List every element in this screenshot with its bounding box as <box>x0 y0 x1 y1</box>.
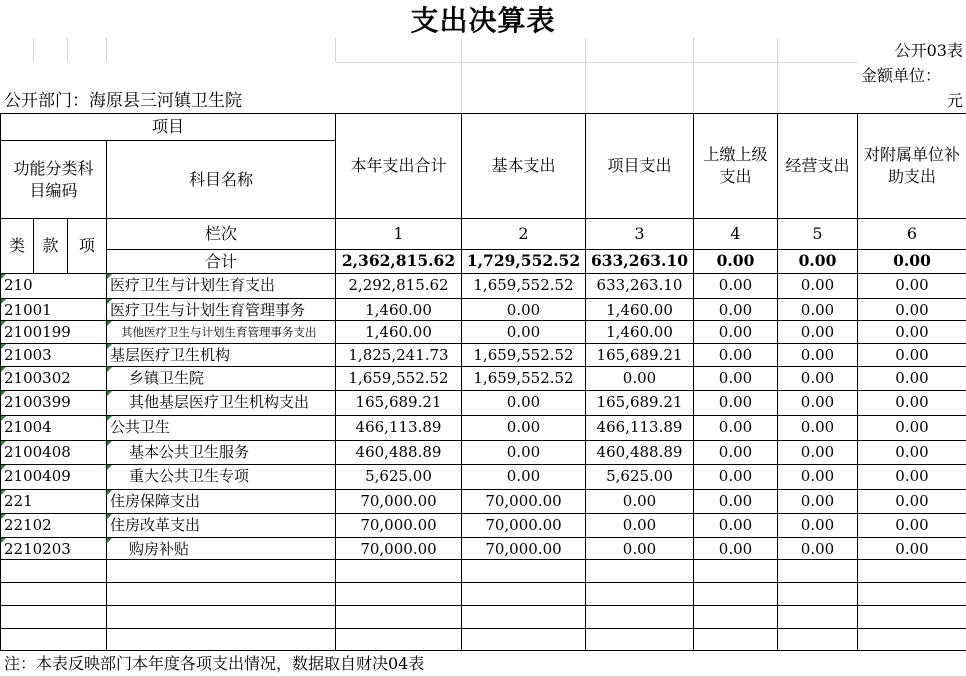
header-col-subsidy: 对附属单位补助支出 <box>857 113 966 219</box>
blank-cell <box>585 38 694 63</box>
row-code: 2100199 <box>0 320 107 344</box>
total-value: 0.00 <box>857 249 966 274</box>
empty-cell <box>693 628 778 651</box>
empty-cell <box>857 559 966 583</box>
column-number: 5 <box>777 218 858 250</box>
row-value: 0.00 <box>693 343 778 367</box>
row-value: 466,113.89 <box>335 415 462 441</box>
header-item: 项目 <box>0 113 336 141</box>
footnote: 注：本表反映部门本年度各项支出情况，数据取自财决04表 <box>0 650 966 677</box>
row-value: 1,659,552.52 <box>461 366 586 391</box>
empty-cell <box>777 628 858 651</box>
empty-cell <box>0 605 107 629</box>
row-subject-name: 其他医疗卫生与计划生育管理事务支出 <box>106 320 336 344</box>
empty-cell <box>106 559 336 583</box>
row-value: 0.00 <box>857 440 966 465</box>
row-value: 0.00 <box>857 298 966 321</box>
row-subject-name: 医疗卫生与计划生育管理事务 <box>106 298 336 321</box>
header-col-business: 经营支出 <box>777 113 858 219</box>
row-value: 0.00 <box>693 513 778 538</box>
row-value: 0.00 <box>585 537 694 560</box>
empty-cell <box>857 582 966 606</box>
row-value: 0.00 <box>857 537 966 560</box>
row-value: 0.00 <box>777 366 858 391</box>
row-value: 0.00 <box>857 464 966 490</box>
row-value: 466,113.89 <box>585 415 694 441</box>
empty-cell <box>106 605 336 629</box>
blank-cell <box>777 62 858 114</box>
empty-cell <box>585 628 694 651</box>
row-value: 2,292,815.62 <box>335 273 462 299</box>
total-value: 633,263.10 <box>585 249 694 274</box>
row-value: 0.00 <box>693 489 778 514</box>
row-subject-name: 住房改革支出 <box>106 513 336 538</box>
row-value: 0.00 <box>857 366 966 391</box>
blank-cell <box>335 62 462 114</box>
empty-cell <box>106 628 336 651</box>
row-value: 1,825,241.73 <box>335 343 462 367</box>
column-number: 2 <box>461 218 586 250</box>
empty-cell <box>585 605 694 629</box>
empty-cell <box>857 605 966 629</box>
unit-label: 金额单位： <box>857 62 966 89</box>
row-value: 1,659,552.52 <box>461 343 586 367</box>
row-value: 0.00 <box>693 415 778 441</box>
row-value: 70,000.00 <box>335 489 462 514</box>
row-value: 0.00 <box>777 440 858 465</box>
blank-cell <box>693 38 778 63</box>
row-value: 0.00 <box>693 537 778 560</box>
row-value: 0.00 <box>693 440 778 465</box>
empty-cell <box>335 559 462 583</box>
row-code: 2100408 <box>0 440 107 465</box>
row-value: 5,625.00 <box>585 464 694 490</box>
row-value: 633,263.10 <box>585 273 694 299</box>
row-code: 210 <box>0 273 107 299</box>
row-value: 1,460.00 <box>585 320 694 344</box>
row-value: 0.00 <box>777 390 858 416</box>
header-lanci: 栏次 <box>106 218 336 250</box>
row-value: 0.00 <box>857 390 966 416</box>
row-code: 2100302 <box>0 366 107 391</box>
row-value: 0.00 <box>857 273 966 299</box>
header-xiang: 项 <box>67 218 107 274</box>
row-value: 0.00 <box>693 366 778 391</box>
row-subject-name: 其他基层医疗卫生机构支出 <box>106 390 336 416</box>
row-value: 0.00 <box>461 390 586 416</box>
row-value: 0.00 <box>777 513 858 538</box>
empty-cell <box>0 559 107 583</box>
empty-cell <box>335 582 462 606</box>
total-value: 1,729,552.52 <box>461 249 586 274</box>
empty-cell <box>693 582 778 606</box>
row-value: 70,000.00 <box>335 537 462 560</box>
row-code: 21003 <box>0 343 107 367</box>
blank-cell <box>461 38 586 63</box>
empty-cell <box>777 582 858 606</box>
row-subject-name: 医疗卫生与计划生育支出 <box>106 273 336 299</box>
empty-cell <box>777 559 858 583</box>
blank-cell <box>33 38 68 63</box>
row-value: 1,460.00 <box>335 320 462 344</box>
row-value: 1,460.00 <box>585 298 694 321</box>
row-value: 0.00 <box>777 298 858 321</box>
row-code: 2100409 <box>0 464 107 490</box>
empty-cell <box>585 582 694 606</box>
row-code: 22102 <box>0 513 107 538</box>
row-value: 0.00 <box>461 298 586 321</box>
row-subject-name: 重大公共卫生专项 <box>106 464 336 490</box>
header-lei: 类 <box>0 218 34 274</box>
empty-cell <box>693 605 778 629</box>
empty-cell <box>0 582 107 606</box>
column-number: 4 <box>693 218 778 250</box>
header-kuan: 款 <box>33 218 68 274</box>
row-value: 70,000.00 <box>461 537 586 560</box>
column-number: 1 <box>335 218 462 250</box>
empty-cell <box>585 559 694 583</box>
row-value: 0.00 <box>461 464 586 490</box>
empty-cell <box>857 628 966 651</box>
total-row-label: 合计 <box>106 249 336 274</box>
row-subject-name: 购房补贴 <box>106 537 336 560</box>
blank-cell <box>585 62 694 114</box>
row-value: 460,488.89 <box>585 440 694 465</box>
empty-cell <box>335 605 462 629</box>
empty-cell <box>461 559 586 583</box>
header-col-project: 项目支出 <box>585 113 694 219</box>
blank-cell <box>335 38 462 63</box>
blank-cell <box>461 62 586 114</box>
blank-cell <box>0 38 34 63</box>
row-value: 0.00 <box>461 440 586 465</box>
row-value: 0.00 <box>777 273 858 299</box>
row-value: 165,689.21 <box>585 343 694 367</box>
row-value: 0.00 <box>857 343 966 367</box>
row-value: 165,689.21 <box>585 390 694 416</box>
row-value: 0.00 <box>857 320 966 344</box>
header-col-upper: 上缴上级支出 <box>693 113 778 219</box>
header-function-code: 功能分类科目编码 <box>0 140 107 219</box>
unit-value: 元 <box>857 88 966 114</box>
row-code: 21004 <box>0 415 107 441</box>
row-subject-name: 住房保障支出 <box>106 489 336 514</box>
row-value: 165,689.21 <box>335 390 462 416</box>
row-code: 2210203 <box>0 537 107 560</box>
row-value: 0.00 <box>777 415 858 441</box>
blank-cell <box>777 38 858 63</box>
row-value: 0.00 <box>777 489 858 514</box>
row-subject-name: 基层医疗卫生机构 <box>106 343 336 367</box>
row-value: 70,000.00 <box>461 489 586 514</box>
empty-cell <box>106 582 336 606</box>
row-subject-name: 乡镇卫生院 <box>106 366 336 391</box>
column-number: 6 <box>857 218 966 250</box>
row-value: 0.00 <box>777 537 858 560</box>
empty-cell <box>0 628 107 651</box>
row-value: 0.00 <box>857 513 966 538</box>
row-value: 0.00 <box>693 464 778 490</box>
row-code: 221 <box>0 489 107 514</box>
row-subject-name: 公共卫生 <box>106 415 336 441</box>
blank-cell <box>106 38 336 63</box>
row-value: 460,488.89 <box>335 440 462 465</box>
row-value: 0.00 <box>461 320 586 344</box>
total-value: 0.00 <box>777 249 858 274</box>
row-value: 0.00 <box>857 415 966 441</box>
row-value: 0.00 <box>693 320 778 344</box>
column-number: 3 <box>585 218 694 250</box>
empty-cell <box>461 605 586 629</box>
empty-cell <box>335 628 462 651</box>
row-value: 1,659,552.52 <box>461 273 586 299</box>
blank-cell <box>67 38 107 63</box>
header-col-total: 本年支出合计 <box>335 113 462 219</box>
table-number: 公开03表 <box>857 38 966 63</box>
row-value: 0.00 <box>585 513 694 538</box>
row-value: 5,625.00 <box>335 464 462 490</box>
row-code: 21001 <box>0 298 107 321</box>
total-value: 2,362,815.62 <box>335 249 462 274</box>
row-value: 0.00 <box>693 390 778 416</box>
row-value: 0.00 <box>693 298 778 321</box>
header-subject-name: 科目名称 <box>106 140 336 219</box>
row-value: 0.00 <box>585 489 694 514</box>
row-value: 0.00 <box>585 366 694 391</box>
row-value: 0.00 <box>777 343 858 367</box>
empty-cell <box>777 605 858 629</box>
row-value: 70,000.00 <box>335 513 462 538</box>
row-value: 0.00 <box>777 464 858 490</box>
row-subject-name: 基本公共卫生服务 <box>106 440 336 465</box>
row-value: 0.00 <box>461 415 586 441</box>
empty-cell <box>461 582 586 606</box>
row-value: 70,000.00 <box>461 513 586 538</box>
row-code: 2100399 <box>0 390 107 416</box>
blank-cell <box>693 62 778 114</box>
row-value: 0.00 <box>777 320 858 344</box>
header-col-basic: 基本支出 <box>461 113 586 219</box>
total-value: 0.00 <box>693 249 778 274</box>
row-value: 0.00 <box>857 489 966 514</box>
row-value: 0.00 <box>693 273 778 299</box>
empty-cell <box>693 559 778 583</box>
department-label: 公开部门：海原县三河镇卫生院 <box>0 62 336 114</box>
row-value: 1,460.00 <box>335 298 462 321</box>
page-title: 支出决算表 <box>410 4 556 37</box>
empty-cell <box>461 628 586 651</box>
row-value: 1,659,552.52 <box>335 366 462 391</box>
